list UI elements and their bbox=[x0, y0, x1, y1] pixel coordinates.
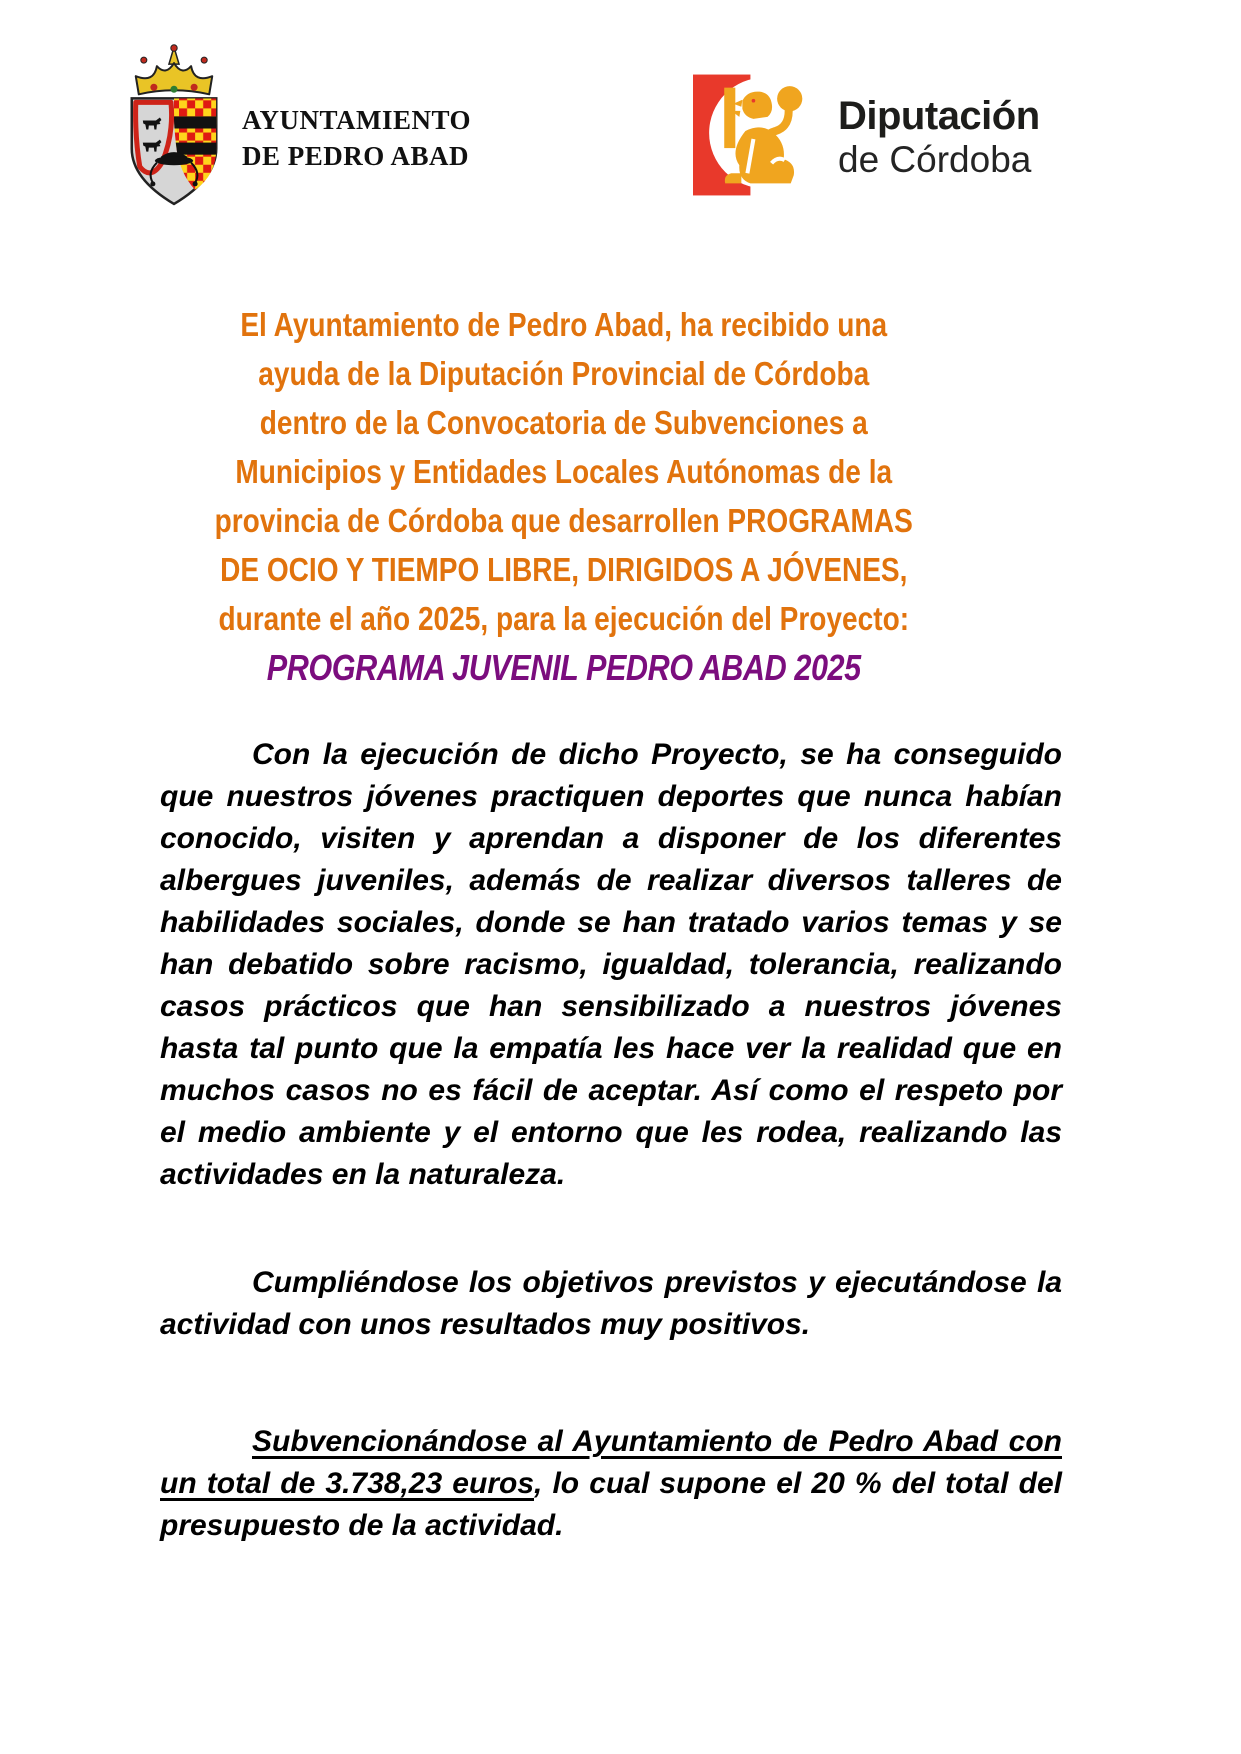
pedro-abad-coat-of-arms-icon bbox=[98, 44, 250, 210]
intro-line: El Ayuntamiento de Pedro Abad, ha recibido una bbox=[240, 306, 888, 343]
intro-line: provincia de Córdoba que desarrollen PROGRAMAS bbox=[214, 502, 913, 539]
project-title: PROGRAMA JUVENIL PEDRO ABAD 2025 bbox=[266, 647, 861, 688]
diputacion-name bbox=[838, 94, 1040, 180]
body-paragraph-subsidy bbox=[160, 1421, 1062, 1547]
intro-line: DE OCIO Y TIEMPO LIBRE, DIRIGIDOS A JÓVENES, bbox=[220, 551, 908, 588]
body-paragraph-results: Con la ejecución de dicho Proyecto, se ha conseguido que nuestros jóvenes practiquen deportes que nunca habían conocido, visiten y aprendan a disponer de los diferentes albergues juveniles, además de realizar diversos talleres de habilidades sociales, donde se han tratado varios temas y se han debatido sobre racismo, igualdad, tolerancia, realizando casos prácticos que han sensibilizado a nuestros jóvenes hasta tal punto que la empatía les hace ver la realidad que en muchos casos no es fácil de aceptar. Así como el respeto por el medio ambiente y el entorno que les rodea, realizando las actividades en la naturaleza. bbox=[160, 738, 1062, 1191]
ayuntamiento-name-line2: DE PEDRO ABAD bbox=[242, 141, 470, 171]
subsidy-rest-text: , lo cual supone el 20 % del total del presupuesto de la actividad. bbox=[160, 1467, 1062, 1542]
intro-heading bbox=[160, 300, 968, 692]
intro-line: dentro de la Convocatoria de Subvenciones a bbox=[259, 404, 868, 441]
crown bbox=[136, 45, 212, 94]
ayuntamiento-name bbox=[242, 102, 471, 174]
diputacion-lion-logo-icon bbox=[693, 74, 829, 198]
diputacion-name-line1: Diputación bbox=[838, 94, 1040, 138]
diputacion-name-line2: de Córdoba bbox=[838, 139, 1032, 180]
subsidy-underlined-text: Subvencionándose al Ayuntamiento de Pedro Abad con un total de 3.738,23 euros bbox=[160, 1425, 1062, 1500]
intro-line: durante el año 2025, para la ejecución del Proyecto: bbox=[218, 600, 910, 637]
body-paragraph-objectives: Cumpliéndose los objetivos previstos y ejecutándose la actividad con unos resultados muy positivos. bbox=[160, 1266, 1062, 1341]
intro-line: ayuda de la Diputación Provincial de Córdoba bbox=[258, 355, 870, 392]
ayuntamiento-name-line1: AYUNTAMIENTO bbox=[242, 105, 472, 135]
intro-line: Municipios y Entidades Locales Autónomas de la bbox=[235, 453, 893, 490]
